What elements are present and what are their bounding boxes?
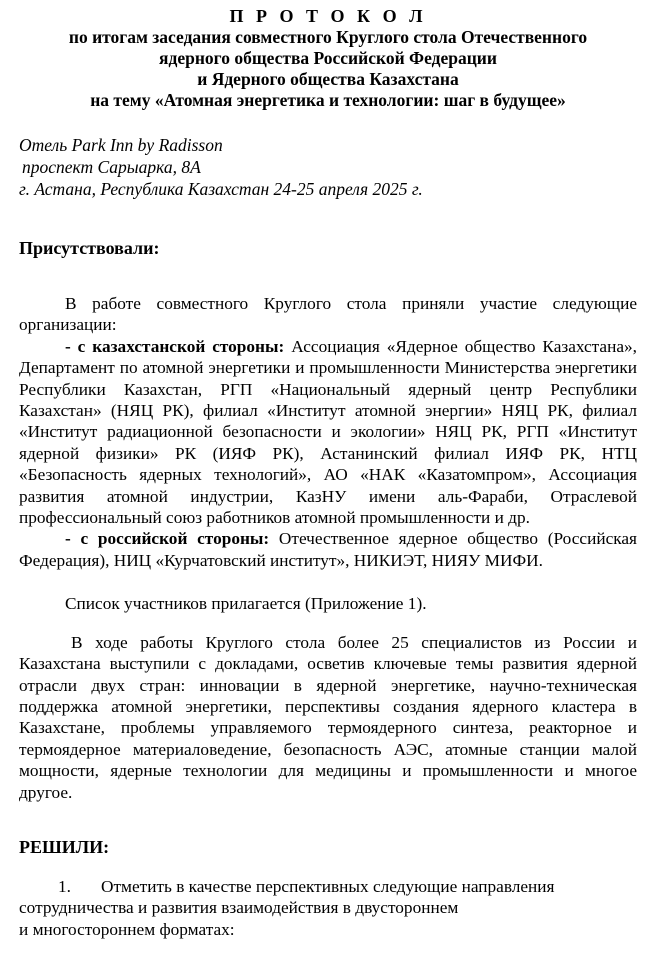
subtitle-line-4: на тему «Атомная энергетика и технологии: шаг в будущее» (90, 90, 566, 110)
document-header (19, 6, 637, 111)
ru-side-label: - с российской стороны: (65, 529, 270, 549)
present-heading: Присутствовали: (19, 238, 160, 258)
subtitle-line-3: и Ядерного общества Казахстана (197, 69, 459, 89)
ru-side-text: Отечественное ядерное общество (Российская Федерация), НИЦ «Курчатовский институт», НИКИЭТ, НИЯУ МИФИ. (19, 529, 637, 570)
venue-city-date: г. Астана, Республика Казахстан 24-25 апреля 2025 г. (19, 179, 423, 199)
document-page (19, 6, 637, 940)
participants-intro: В работе совместного Круглого стола приняли участие следующие организации: (19, 294, 637, 335)
kz-side-label: - с казахстанской стороны: (65, 336, 285, 356)
resolution-item-number: 1. (58, 876, 71, 896)
speakers-paragraph: В ходе работы Круглого стола более 25 специалистов из России и Казахстана выступили с докладами, осветив ключевые темы развития ядерной отрасли двух стран: инновации в ядерной энергетике, научно-техническая поддержка атомной энергетики, перспективы создания ядерного кластера в Казахстане, проблемы управляемого термоядерного синтеза, реакторное и термоядерное материаловедение, безопасность АЭС, атомные станции малой мощности, ядерные технологии для медицины и промышленности и многое другое. (19, 632, 637, 802)
resolution-item-text-1: Отметить в качестве перспективных следующие направления (101, 876, 555, 896)
ru-side-paragraph (19, 528, 637, 571)
venue-hotel: Отель Park Inn by Radisson (19, 135, 223, 155)
participants-list-note: Список участников прилагается (Приложение 1). (65, 594, 427, 614)
venue-street: проспект Сарыарка, 8А (22, 157, 201, 177)
resolved-heading: РЕШИЛИ: (19, 836, 110, 857)
subtitle-line-1: по итогам заседания совместного Круглого стола Отечественного (68, 27, 588, 47)
venue-block (19, 134, 637, 200)
resolution-item-line-1 (19, 876, 637, 897)
kz-side-paragraph (19, 336, 637, 529)
resolution-item (19, 876, 637, 940)
resolution-item-line-3: и многостороннем форматах: (19, 919, 235, 939)
document-title: П Р О Т О К О Л (229, 6, 427, 26)
kz-side-text: Ассоциация «Ядерное общество Казахстана», Департамент по атомной энергетики и промышленности Министерства энергетики Республики Казахстан, РГП «Национальный ядерный центр Республики Казахстан» (НЯЦ РК), филиал «Институт атомной энергии» НЯЦ РК, филиал «Институт радиационной безопасности и экологии» НЯЦ РК, РГП «Институт ядерной физики» РК (ИЯФ РК), Астанинский филиал ИЯФ РК, НТЦ «Безопасность ядерных технологий», АО «НАК «Казатомпром», Ассоциация развития атомной индустрии, КазНУ имени аль-Фараби, Отраслевой профессиональный союз работников атомной промышленности и др. (19, 336, 637, 528)
resolution-item-line-2: сотрудничества и развития взаимодействия в двустороннем (19, 898, 459, 918)
subtitle-line-2: ядерного общества Российской Федерации (159, 48, 497, 68)
